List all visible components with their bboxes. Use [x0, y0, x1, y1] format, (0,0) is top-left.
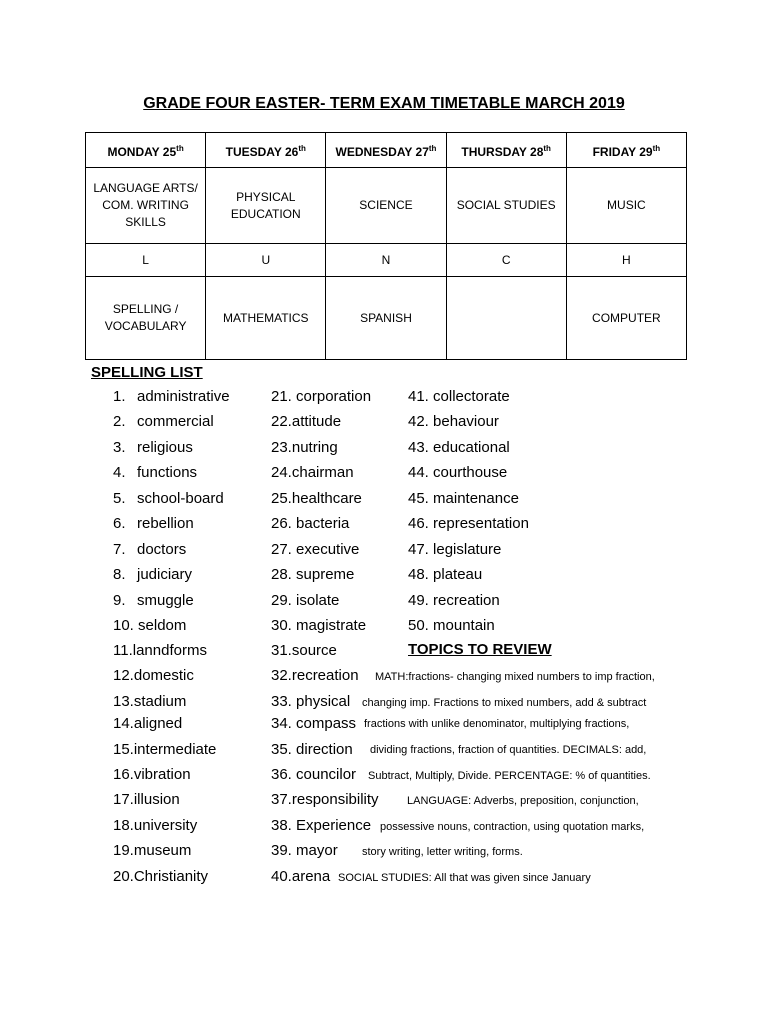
spelling-word — [113, 411, 214, 433]
header-friday: FRIDAY 29th — [566, 133, 686, 168]
spelling-word: 21. corporation — [271, 388, 372, 405]
spelling-word — [113, 488, 224, 510]
spelling-word — [113, 615, 186, 637]
topic-line: dividing fractions, fraction of quantities. DECIMALS: add, — [370, 744, 647, 756]
spelling-word: 43. educational — [408, 439, 510, 456]
spelling-word: 32.recreation — [271, 667, 359, 684]
timetable-header-row — [86, 133, 687, 168]
word-text: 16.vibration — [113, 766, 191, 783]
spelling-word: 39. mayor — [271, 842, 338, 859]
spelling-word: 42. behaviour — [408, 413, 499, 430]
cell-lunch-h: H — [566, 244, 686, 277]
word-text: 10. seldom — [113, 617, 187, 634]
spelling-word — [113, 691, 186, 713]
word-text: 20.Christianity — [113, 868, 209, 885]
word-number: 7. — [113, 541, 126, 558]
spelling-word: 48. plateau — [408, 566, 483, 583]
header-wednesday: WEDNESDAY 27th — [326, 133, 446, 168]
spelling-word: 44. courthouse — [408, 464, 508, 481]
header-tuesday: TUESDAY 26th — [206, 133, 326, 168]
word-text: 19.museum — [113, 842, 192, 859]
timetable-row-morning — [86, 168, 687, 244]
word-text: rebellion — [137, 515, 194, 532]
word-text: 11.lanndforms — [113, 642, 207, 659]
word-text: 12.domestic — [113, 667, 194, 684]
spelling-word — [113, 590, 194, 612]
timetable-row-afternoon — [86, 277, 687, 360]
spelling-word: 34. compass — [271, 715, 357, 732]
cell-spanish: SPANISH — [326, 277, 446, 360]
spelling-word: 47. legislature — [408, 541, 502, 558]
cell-social-studies: SOCIAL STUDIES — [446, 168, 566, 244]
timetable-row-lunch — [86, 244, 687, 277]
page-title: GRADE FOUR EASTER- TERM EXAM TIMETABLE MARCH 2019 — [143, 95, 625, 112]
topic-line: Subtract, Multiply, Divide. PERCENTAGE: % of quantities. — [368, 770, 651, 782]
topic-line: SOCIAL STUDIES: All that was given since January — [338, 872, 591, 884]
exam-timetable — [85, 132, 687, 360]
spelling-word — [113, 386, 230, 408]
spelling-word: 33. physical — [271, 693, 351, 710]
word-text: smuggle — [137, 592, 194, 609]
topic-line: LANGUAGE: Adverbs, preposition, conjunction, — [407, 795, 639, 807]
cell-empty — [446, 277, 566, 360]
spelling-word: 49. recreation — [408, 592, 500, 609]
spelling-word: 22.attitude — [271, 413, 342, 430]
cell-computer: COMPUTER — [566, 277, 686, 360]
spelling-word: 29. isolate — [271, 592, 340, 609]
word-text: religious — [137, 439, 193, 456]
spelling-word — [113, 665, 194, 687]
spelling-word: 38. Experience — [271, 817, 372, 834]
header-thursday: THURSDAY 28th — [446, 133, 566, 168]
topics-title: TOPICS TO REVIEW — [408, 641, 552, 658]
spelling-word — [113, 866, 208, 888]
word-text: 14.aligned — [113, 715, 183, 732]
word-number: 3. — [113, 439, 126, 456]
spelling-word: 26. bacteria — [271, 515, 350, 532]
topic-line: story writing, letter writing, forms. — [362, 846, 523, 858]
word-number: 1. — [113, 388, 126, 405]
spelling-word: 30. magistrate — [271, 617, 367, 634]
word-text: functions — [137, 464, 198, 481]
topic-line: possessive nouns, contraction, using quotation marks, — [380, 821, 645, 833]
word-number: 8. — [113, 566, 126, 583]
word-number: 4. — [113, 464, 126, 481]
spelling-word — [113, 462, 197, 484]
word-text: school-board — [137, 490, 224, 507]
spelling-word — [113, 713, 182, 735]
spelling-word — [113, 840, 191, 862]
spelling-word — [113, 739, 216, 761]
spelling-word — [113, 564, 192, 586]
spelling-word: 23.nutring — [271, 439, 338, 456]
header-monday: MONDAY 25th — [86, 133, 206, 168]
topic-line: changing imp. Fractions to mixed numbers, add & subtract — [362, 697, 647, 709]
word-number: 5. — [113, 490, 126, 507]
spelling-word: 50. mountain — [408, 617, 495, 634]
spelling-word: 46. representation — [408, 515, 529, 532]
spelling-word — [113, 640, 207, 662]
cell-music: MUSIC — [566, 168, 686, 244]
spelling-word — [113, 764, 191, 786]
spelling-word: 45. maintenance — [408, 490, 519, 507]
spelling-word: 35. direction — [271, 741, 353, 758]
spelling-list-title: SPELLING LIST — [91, 364, 203, 381]
word-number: 6. — [113, 515, 126, 532]
cell-language-arts: LANGUAGE ARTS/ COM. WRITING SKILLS — [86, 168, 206, 244]
spelling-word — [113, 513, 194, 535]
word-number: 9. — [113, 592, 126, 609]
word-text: commercial — [137, 413, 214, 430]
word-number: 2. — [113, 413, 126, 430]
spelling-word: 40.arena — [271, 868, 331, 885]
spelling-word: 25.healthcare — [271, 490, 362, 507]
spelling-word — [113, 539, 186, 561]
spelling-word: 24.chairman — [271, 464, 354, 481]
cell-lunch-u: U — [206, 244, 326, 277]
spelling-word: 27. executive — [271, 541, 360, 558]
spelling-word: 31.source — [271, 642, 337, 659]
spelling-word — [113, 437, 193, 459]
cell-lunch-c: C — [446, 244, 566, 277]
cell-lunch-n: N — [326, 244, 446, 277]
cell-spelling: SPELLING / VOCABULARY — [86, 277, 206, 360]
word-text: judiciary — [137, 566, 193, 583]
topic-line: fractions with unlike denominator, multiplying fractions, — [364, 718, 630, 730]
spelling-word: 36. councilor — [271, 766, 357, 783]
word-text: administrative — [137, 388, 230, 405]
spelling-word: 28. supreme — [271, 566, 355, 583]
spelling-word: 41. collectorate — [408, 388, 510, 405]
spelling-word: 37.responsibility — [271, 791, 379, 808]
word-text: 17.illusion — [113, 791, 180, 808]
cell-physical-education: PHYSICAL EDUCATION — [206, 168, 326, 244]
cell-mathematics: MATHEMATICS — [206, 277, 326, 360]
cell-lunch-l: L — [86, 244, 206, 277]
topic-line: MATH:fractions- changing mixed numbers to imp fraction, — [375, 671, 655, 683]
spelling-word — [113, 789, 180, 811]
word-text: 13.stadium — [113, 693, 187, 710]
word-text: 18.university — [113, 817, 198, 834]
word-text: doctors — [137, 541, 187, 558]
word-text: 15.intermediate — [113, 741, 217, 758]
spelling-word — [113, 815, 197, 837]
cell-science: SCIENCE — [326, 168, 446, 244]
